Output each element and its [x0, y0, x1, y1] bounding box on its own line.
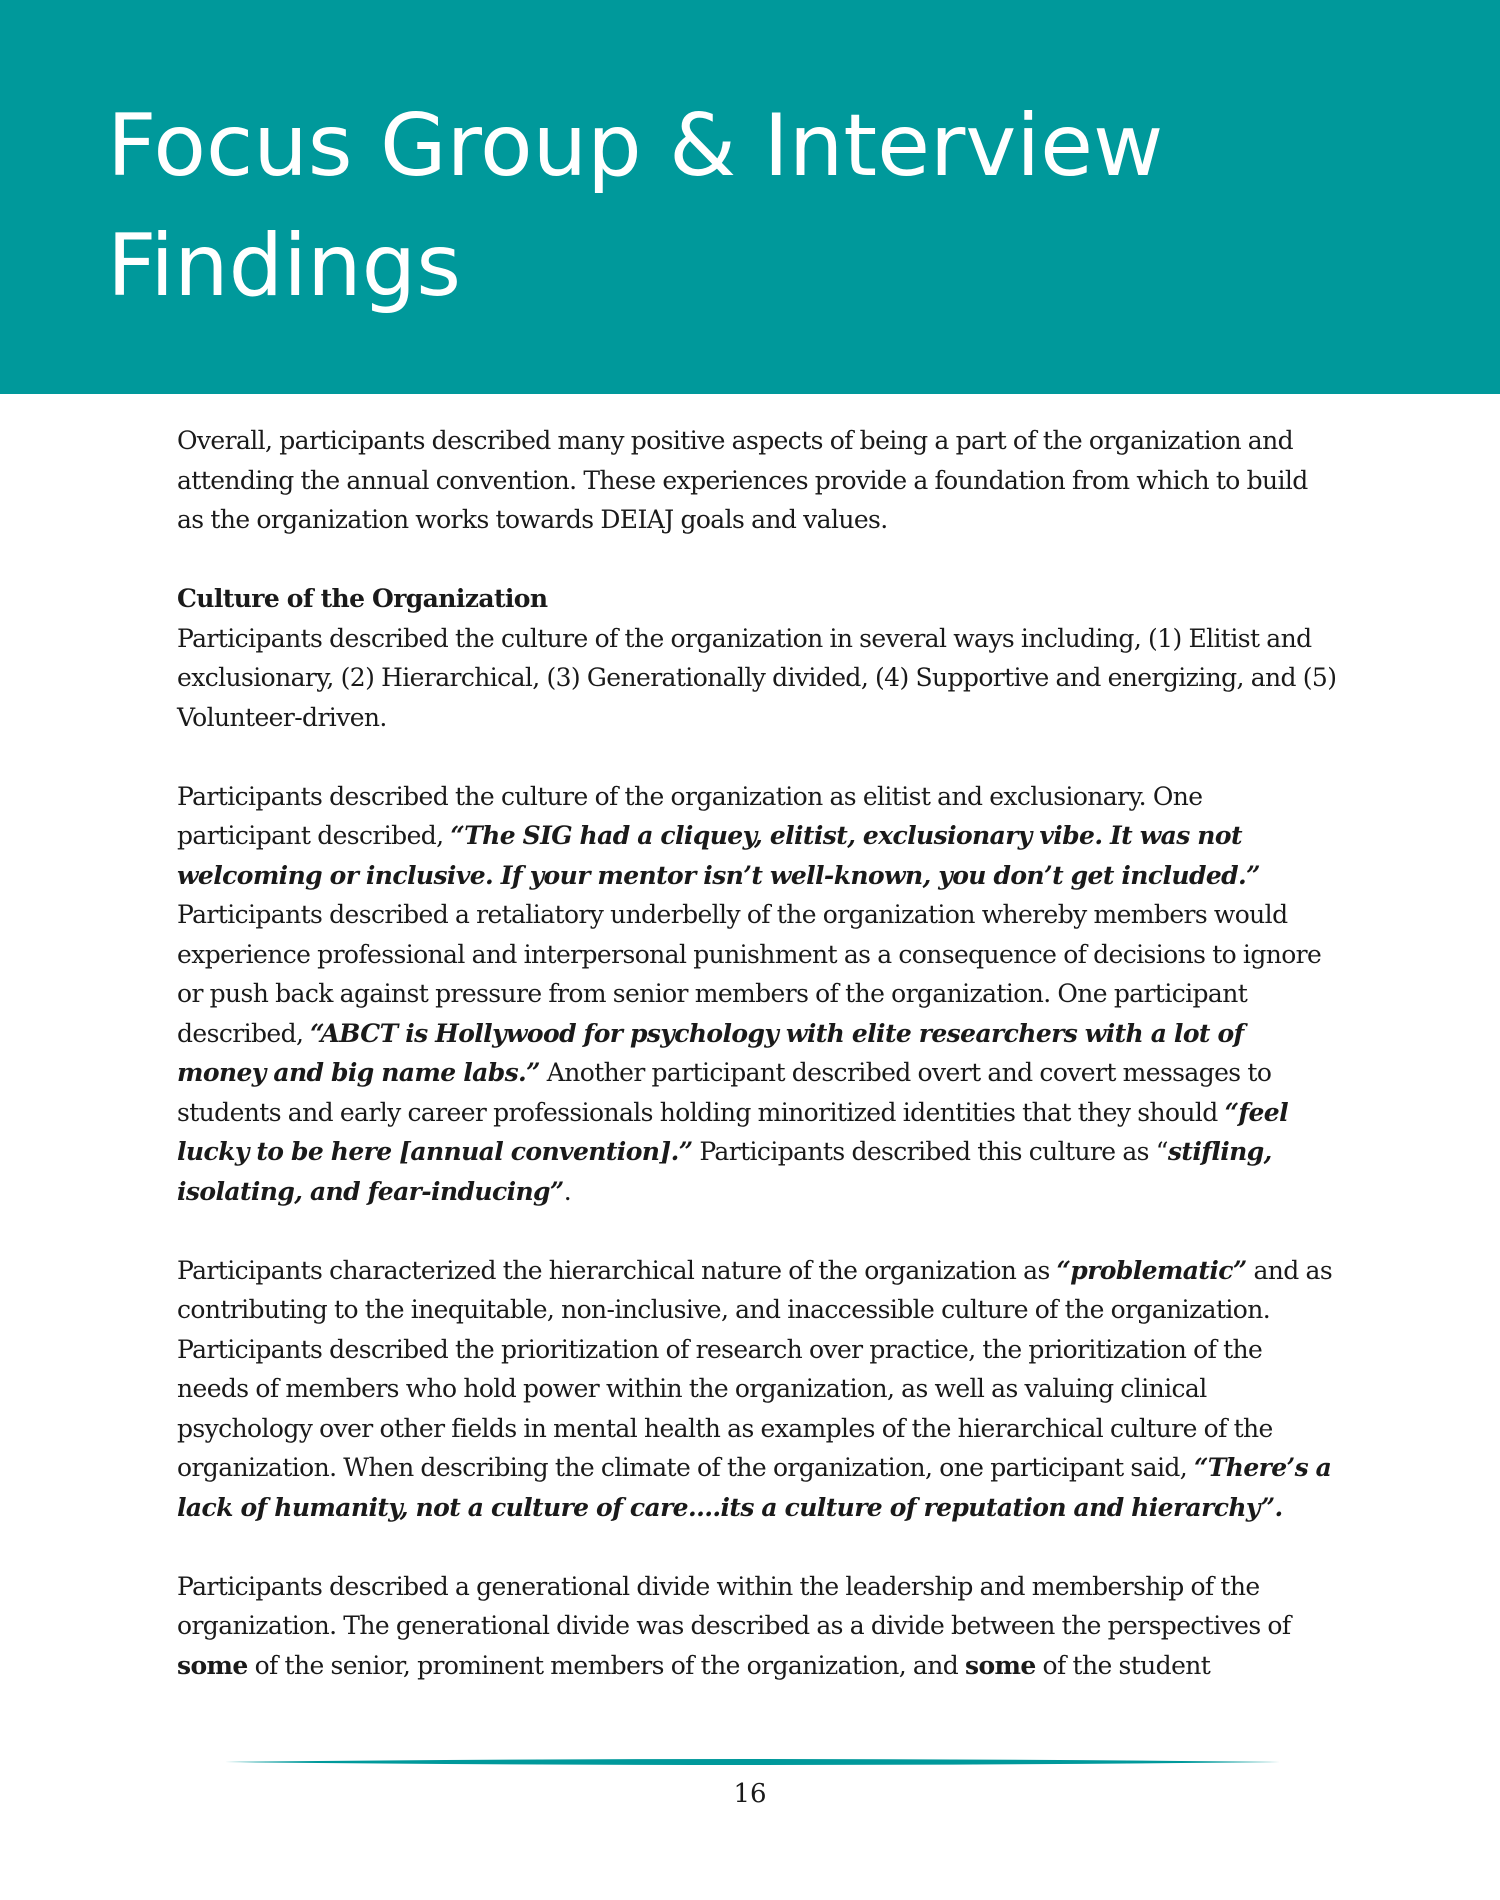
elitist-text-4: Participants described this culture as “ — [692, 1137, 1168, 1166]
elitist-quote-1: “The SIG had a cliquey, elitist, exclusionary vibe. It was not welcoming or inclusive. If your mentor isn’t well-known, you don’t get included.” — [177, 821, 1260, 890]
elitist-text-3: Another participant described overt and covert messages to students and early career professionals holding minoritized identities that they should — [177, 1058, 1272, 1127]
hierarchical-paragraph — [177, 1251, 1337, 1528]
page-number: 16 — [733, 1779, 767, 1809]
generational-emphasis-2: some — [964, 1650, 1036, 1680]
section-heading: Culture of the Organization — [177, 584, 548, 613]
hierarchical-quote-1: “problematic” — [1056, 1255, 1247, 1285]
document-body — [177, 421, 1337, 1685]
header-band — [0, 0, 1500, 394]
page-title: Focus Group & Interview Findings — [107, 96, 1164, 316]
culture-overview-text: Participants described the culture of the organization in several ways including, (1) Elitist and exclusionary, (2) Hierarchical, (3) Generationally divided, (4) Supportive and energizing, and (5) Volunteer-driven. — [177, 623, 1337, 732]
generational-emphasis-1: some — [177, 1650, 248, 1680]
footer-divider — [225, 1756, 1280, 1768]
hierarchical-text-1: Participants characterized the hierarchical nature of the organization as — [177, 1255, 1057, 1285]
hierarchical-text-2: and as contributing to the inequitable, non-inclusive, and inaccessible culture of the organization. Participants described the prioritization of research over practice, the prioritization of the needs of members who hold power within the organization, as well as valuing clinical psychology over other fields in mental health as examples of the hierarchical culture of the organization. When describing the climate of the organization, one participant said, — [177, 1255, 1333, 1482]
generational-text-1: Participants described a generational divide within the leadership and membership of the organization. The generational divide was described as a divide between the perspectives of — [177, 1571, 1291, 1640]
generational-paragraph — [177, 1567, 1337, 1686]
culture-overview-paragraph — [177, 579, 1337, 737]
generational-text-3: of the student — [1035, 1650, 1211, 1680]
elitist-text-1: Participants described the culture of the organization as elitist and exclusionary. One participant described, — [177, 781, 1203, 850]
elitist-paragraph — [177, 777, 1337, 1212]
elitist-text-5: . — [563, 1176, 572, 1206]
generational-text-2: of the senior, prominent members of the organization, and — [247, 1650, 965, 1680]
elitist-quote-4: stifling, isolating, and fear-inducing” — [177, 1137, 1272, 1206]
intro-paragraph: Overall, participants described many positive aspects of being a part of the organization and attending the annual convention. These experiences provide a foundation from which to build as the organization works towards DEIAJ goals and values. — [177, 426, 1308, 534]
elitist-text-2: Participants described a retaliatory underbelly of the organization whereby members would experience professional and interpersonal punishment as a consequence of decisions to ignore or push back against pressure from senior members of the organization. One participant described, — [177, 900, 1322, 1048]
elitist-quote-2: “ABCT is Hollywood for psychology with elite researchers with a lot of money and big name labs.” — [177, 1018, 1244, 1087]
elitist-quote-3: “feel lucky to be here [annual convention].” — [177, 1097, 1289, 1166]
hierarchical-quote-2: “There’s a lack of humanity, not a culture of care….its a culture of reputation and hierarchy”. — [177, 1453, 1332, 1522]
